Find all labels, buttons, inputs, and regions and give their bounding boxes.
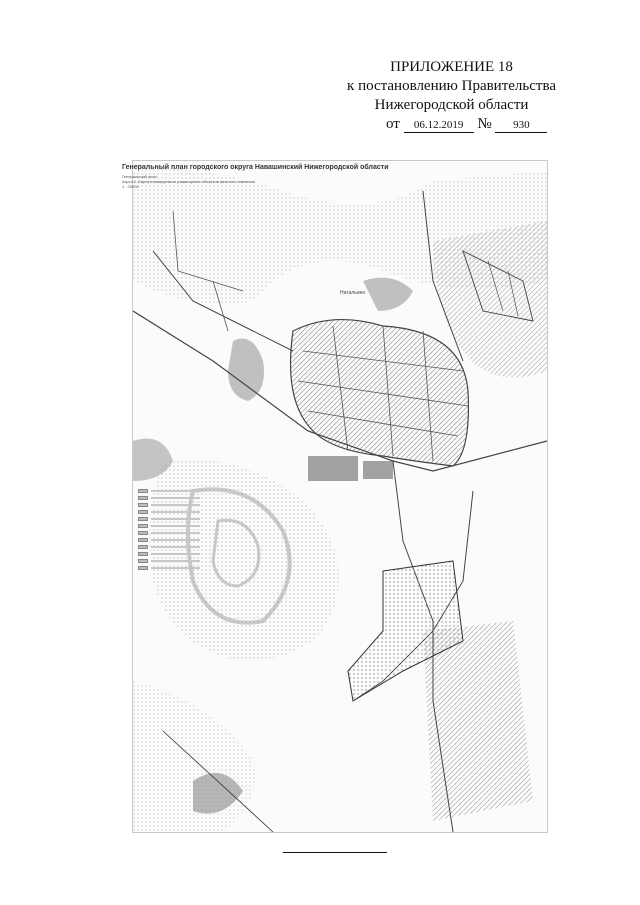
legend-swatch — [138, 545, 148, 549]
legend-row — [138, 565, 200, 570]
legend-row — [138, 558, 200, 563]
legend-text — [151, 553, 200, 555]
map-subtitle-line2: Карта 2. Карта планируемого размещения объектов местного значения — [122, 179, 255, 184]
from-label: от — [386, 116, 400, 132]
legend-swatch — [138, 552, 148, 556]
map-scale: 1 : 25000 — [122, 184, 139, 189]
legend-row — [138, 551, 200, 556]
legend-text — [151, 497, 200, 499]
legend-text — [151, 546, 200, 548]
legend-row — [138, 509, 200, 514]
legend-swatch — [138, 510, 148, 514]
map-subtitle-line1: Генеральный план — [122, 174, 157, 179]
appendix-title: ПРИЛОЖЕНИЕ 18 — [390, 59, 513, 75]
number-label: № — [477, 116, 492, 132]
legend-swatch — [138, 559, 148, 563]
legend-swatch — [138, 503, 148, 507]
map-title: Генеральный план городского округа Навашинский Нижегородской области — [122, 164, 389, 171]
legend-swatch — [138, 538, 148, 542]
legend-row — [138, 530, 200, 535]
legend-text — [151, 490, 200, 492]
legend-text — [151, 518, 200, 520]
resolution-date-number — [386, 116, 547, 133]
map-place-label: Натальино — [340, 290, 366, 296]
legend-swatch — [138, 496, 148, 500]
map-subtitle — [122, 174, 255, 189]
legend-swatch — [138, 489, 148, 493]
appendix-resolution-line: к постановлению Правительства — [347, 78, 556, 94]
resolution-number: 930 — [495, 118, 547, 133]
legend-text — [151, 567, 200, 569]
legend-swatch — [138, 524, 148, 528]
appendix-region-line: Нижегородской области — [374, 97, 529, 113]
legend-row — [138, 502, 200, 507]
legend-text — [151, 539, 200, 541]
legend-row — [138, 537, 200, 542]
legend-text — [151, 511, 200, 513]
legend-row — [138, 523, 200, 528]
legend-row — [138, 495, 200, 500]
footer-rule — [283, 852, 387, 853]
legend-text — [151, 504, 200, 506]
legend-swatch — [138, 566, 148, 570]
legend-swatch — [138, 517, 148, 521]
legend-text — [151, 560, 200, 562]
legend-row — [138, 544, 200, 549]
resolution-date: 06.12.2019 — [404, 118, 474, 133]
appendix-header — [347, 58, 556, 115]
legend-text — [151, 525, 200, 527]
legend-row — [138, 488, 200, 493]
legend-row — [138, 516, 200, 521]
legend-swatch — [138, 531, 148, 535]
map-legend — [138, 488, 200, 628]
legend-text — [151, 532, 200, 534]
